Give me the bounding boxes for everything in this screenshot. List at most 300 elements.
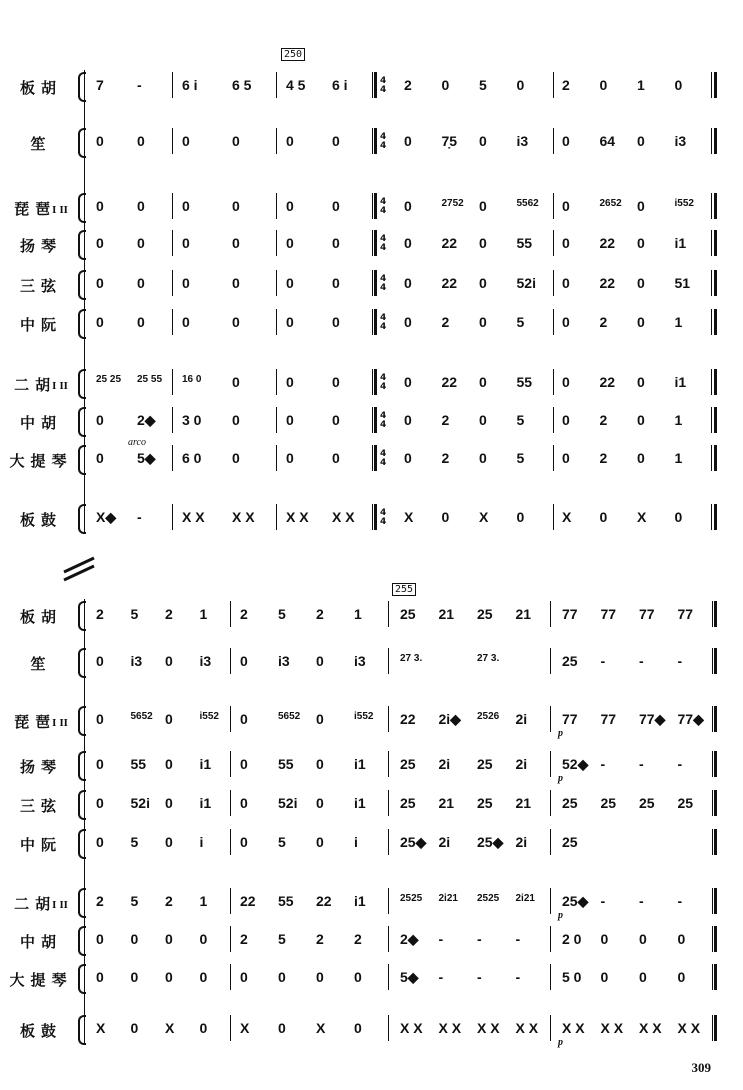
note-cell: 0 — [637, 133, 645, 149]
note-cell: - — [600, 893, 606, 909]
note-cell: 0 — [232, 374, 240, 390]
barline — [230, 829, 231, 855]
note-cell: 55 — [516, 374, 533, 390]
barline — [372, 193, 373, 219]
note-cell: 77 — [562, 711, 578, 727]
repeat-barline — [374, 407, 377, 433]
score-system-2 — [0, 575, 743, 1075]
note-cell: 1 — [674, 314, 683, 330]
note-cell: 0 — [286, 412, 294, 428]
time-signature — [380, 509, 386, 527]
note-cell: X — [240, 1020, 250, 1036]
time-signature-top: 4 — [380, 411, 387, 421]
time-signature-top: 4 — [380, 508, 387, 518]
note-cell: 0 — [286, 374, 294, 390]
instrument-name: 琵琶 — [14, 713, 57, 731]
note-cell: 0 — [479, 314, 487, 330]
time-signature-top: 4 — [380, 197, 387, 207]
end-barline — [714, 751, 717, 777]
note-cell: 0 — [332, 412, 340, 428]
instrument-label — [6, 1020, 76, 1041]
barline — [550, 706, 551, 732]
barline — [172, 504, 173, 530]
note-cell: 2◆ — [137, 412, 156, 428]
repeat-barline — [374, 445, 377, 471]
note-cell: 6 i — [332, 77, 348, 93]
note-cell: 55 — [130, 756, 147, 772]
note-cell: 0 — [404, 374, 412, 390]
note-cell: 2 — [96, 893, 104, 909]
staff-brace — [78, 193, 86, 223]
note-cell: 0 — [96, 653, 104, 669]
note-cell: 0 — [404, 412, 412, 428]
note-cell: 0 — [96, 834, 104, 850]
note-cell: 0 — [316, 756, 324, 772]
barline — [230, 601, 231, 627]
time-signature-bottom: 4 — [380, 382, 387, 392]
barline — [711, 128, 712, 154]
note-cell: 0 — [130, 1020, 139, 1036]
barline — [712, 1015, 713, 1041]
note-cell: 0 — [137, 275, 145, 291]
rehearsal-mark: 250 — [281, 48, 305, 61]
note-cell: 25 — [477, 795, 493, 811]
note-cell: i3 — [516, 133, 529, 149]
note-cell: 0 — [199, 969, 208, 985]
barline — [172, 72, 173, 98]
barline — [276, 230, 277, 256]
note-cell: 0 — [600, 931, 609, 947]
staff-brace — [78, 706, 86, 736]
barline — [172, 407, 173, 433]
note-cell: 7̣5 — [441, 133, 458, 149]
note-cell: 52◆ — [562, 756, 589, 772]
instrument-label — [6, 509, 76, 530]
dynamic-marking: p — [558, 773, 563, 784]
note-cell: 21 — [438, 606, 455, 622]
time-signature-bottom: 4 — [380, 243, 387, 253]
end-barline — [714, 601, 717, 627]
note-cell: 25 — [400, 606, 416, 622]
end-barline — [714, 230, 717, 256]
note-cell: 0 — [182, 275, 190, 291]
note-cell: 5652 — [278, 711, 301, 722]
note-cell: 0 — [165, 795, 173, 811]
note-cell: 0 — [240, 795, 248, 811]
note-cell: 25 25 — [96, 374, 122, 385]
note-cell: X X — [600, 1020, 624, 1036]
note-cell: 0 — [637, 374, 645, 390]
barline — [230, 751, 231, 777]
time-signature — [380, 198, 386, 216]
note-cell: 2i◆ — [438, 711, 461, 727]
instrument-label — [6, 653, 76, 674]
repeat-barline — [374, 504, 377, 530]
note-cell: 1 — [354, 606, 362, 622]
note-cell: 25 — [477, 756, 493, 772]
note-cell: 0 — [637, 314, 645, 330]
barline — [388, 706, 389, 732]
note-cell: 2752 — [441, 198, 464, 209]
note-cell: 0 — [316, 834, 324, 850]
note-cell: 5 — [130, 606, 139, 622]
end-barline — [714, 1015, 717, 1041]
barline — [550, 888, 551, 914]
note-cell: i3 — [199, 653, 212, 669]
note-cell: 0 — [479, 412, 487, 428]
staff-brace — [78, 407, 86, 437]
note-cell: i1 — [674, 374, 687, 390]
note-cell: - — [677, 893, 683, 909]
note-cell: 2526 — [477, 711, 500, 722]
note-cell: - — [639, 893, 644, 909]
note-cell: 0 — [332, 314, 340, 330]
note-cell: 5652 — [130, 711, 153, 722]
instrument-label — [6, 412, 76, 433]
instrument-name: 三弦 — [19, 277, 62, 295]
note-cell: 0 — [479, 133, 487, 149]
note-cell: i552 — [674, 198, 694, 209]
staff-brace — [78, 829, 86, 859]
instrument-label — [6, 235, 76, 256]
note-cell: - — [137, 77, 142, 93]
note-cell: 5 — [516, 450, 525, 466]
note-cell: 5 — [516, 412, 525, 428]
note-cell: 0 — [637, 450, 645, 466]
note-cell: - — [639, 653, 644, 669]
staff-brace — [78, 270, 86, 300]
time-signature-top: 4 — [380, 234, 387, 244]
note-cell: X — [316, 1020, 326, 1036]
note-cell: 0 — [137, 314, 145, 330]
note-cell: 5◆ — [400, 969, 419, 985]
note-cell: 5 0 — [562, 969, 582, 985]
note-cell: - — [477, 931, 482, 947]
note-cell: X X — [477, 1020, 500, 1036]
time-signature-top: 4 — [380, 274, 387, 284]
note-cell: 2 — [599, 450, 608, 466]
note-cell: i3 — [354, 653, 366, 669]
note-cell: i552 — [199, 711, 219, 722]
repeat-barline — [374, 270, 377, 296]
note-cell: X X — [332, 509, 355, 525]
note-cell: 77 — [600, 606, 617, 622]
note-cell: i1 — [354, 893, 366, 909]
note-cell: 0 — [562, 314, 570, 330]
note-cell: 0 — [286, 235, 294, 251]
barline — [372, 128, 373, 154]
barline — [712, 790, 713, 816]
barline — [711, 72, 712, 98]
note-cell: 5 — [516, 314, 525, 330]
note-cell: 0 — [677, 931, 686, 947]
note-cell: 0 — [130, 969, 139, 985]
note-cell: 0 — [96, 133, 104, 149]
instrument-name: 大提琴 — [9, 971, 73, 989]
barline — [712, 964, 713, 990]
instrument-label — [6, 275, 76, 296]
note-cell: 0 — [96, 931, 104, 947]
instrument-label — [6, 795, 76, 816]
instrument-name: 大提琴 — [9, 452, 73, 470]
barline — [711, 193, 712, 219]
note-cell: 2◆ — [400, 931, 419, 947]
note-cell: 0 — [562, 374, 570, 390]
note-cell: 0 — [599, 509, 608, 525]
note-cell: 0 — [182, 198, 190, 214]
note-cell: 52i — [130, 795, 150, 811]
note-cell: 0 — [96, 795, 104, 811]
note-cell: - — [137, 509, 142, 525]
note-cell: 25 — [562, 795, 578, 811]
note-cell: 0 — [96, 711, 104, 727]
note-cell: 0 — [232, 235, 240, 251]
barline — [276, 309, 277, 335]
time-signature-bottom: 4 — [380, 206, 387, 216]
barline — [276, 445, 277, 471]
note-cell: 2652 — [599, 198, 622, 209]
note-cell: 22 — [240, 893, 256, 909]
page-number: 309 — [691, 1060, 711, 1075]
note-cell: 2 — [441, 450, 450, 466]
note-cell: - — [438, 969, 444, 985]
note-cell: 2i — [438, 834, 451, 850]
barline — [711, 309, 712, 335]
end-barline — [714, 309, 717, 335]
note-cell: 0 — [165, 756, 173, 772]
note-cell: X — [165, 1020, 175, 1036]
staff-brace — [78, 369, 86, 399]
note-cell: 25 — [562, 834, 578, 850]
barline — [276, 369, 277, 395]
note-cell: 2 — [316, 606, 324, 622]
barline — [711, 407, 712, 433]
barline — [553, 270, 554, 296]
instrument-label — [6, 893, 76, 914]
note-cell: 0 — [562, 275, 570, 291]
note-cell: 0 — [332, 133, 340, 149]
note-cell: 2 — [562, 77, 570, 93]
note-cell: 5 — [278, 834, 286, 850]
note-cell: i1 — [199, 756, 212, 772]
note-cell: X X — [232, 509, 255, 525]
instrument-label — [6, 606, 76, 627]
note-cell: 0 — [286, 314, 294, 330]
barline — [712, 648, 713, 674]
staff-brace — [78, 128, 86, 158]
note-cell: 77◆ — [677, 711, 704, 727]
note-cell: 0 — [232, 314, 240, 330]
note-cell: 0 — [479, 374, 487, 390]
note-cell: 55 — [278, 756, 294, 772]
note-cell: 0 — [96, 275, 104, 291]
end-barline — [714, 888, 717, 914]
barline — [230, 1015, 231, 1041]
instrument-name: 板鼓 — [19, 511, 62, 529]
instrument-label — [6, 133, 76, 154]
note-cell: 2 0 — [562, 931, 582, 947]
note-cell: 5◆ — [137, 450, 156, 466]
note-cell: i3 — [278, 653, 290, 669]
barline — [372, 369, 373, 395]
barline — [712, 926, 713, 952]
barline — [553, 72, 554, 98]
end-barline — [714, 648, 717, 674]
barline — [550, 790, 551, 816]
note-cell: 0 — [404, 198, 412, 214]
barline — [550, 1015, 551, 1041]
note-cell: 25◆ — [400, 834, 427, 850]
barline — [550, 829, 551, 855]
barline — [550, 964, 551, 990]
note-cell: 0 — [240, 653, 248, 669]
note-cell: 0 — [316, 969, 324, 985]
barline — [172, 369, 173, 395]
note-cell: 0 — [286, 198, 294, 214]
time-signature-bottom: 4 — [380, 85, 387, 95]
note-cell: 2i — [438, 756, 451, 772]
staff-brace — [78, 926, 86, 956]
note-cell: 2 — [599, 314, 608, 330]
staff-brace — [78, 72, 86, 102]
note-cell: 0 — [182, 235, 190, 251]
note-cell: 0 — [240, 711, 248, 727]
note-cell: X X — [515, 1020, 539, 1036]
note-cell: 21 — [515, 795, 532, 811]
note-cell: 0 — [332, 450, 340, 466]
note-cell: 21 — [515, 606, 532, 622]
note-cell: 0 — [130, 931, 139, 947]
end-barline — [714, 407, 717, 433]
note-cell: 0 — [332, 275, 340, 291]
note-cell: 25 55 — [137, 374, 163, 385]
instrument-name: 中胡 — [19, 933, 62, 951]
note-cell: 0 — [182, 314, 190, 330]
time-signature — [380, 77, 386, 95]
note-cell: 2 — [441, 412, 450, 428]
division-marker: I II — [52, 206, 68, 216]
note-cell: 0 — [240, 969, 248, 985]
time-signature — [380, 314, 386, 332]
note-cell: 2i21 — [515, 893, 535, 904]
barline — [388, 829, 389, 855]
instrument-name: 扬琴 — [19, 237, 62, 255]
note-cell: 0 — [332, 374, 340, 390]
barline — [372, 309, 373, 335]
barline — [230, 926, 231, 952]
dynamic-marking: p — [558, 910, 563, 921]
end-barline — [714, 926, 717, 952]
instrument-name: 中胡 — [19, 414, 62, 432]
note-cell: 0 — [278, 1020, 286, 1036]
note-cell: 0 — [165, 931, 173, 947]
note-cell: 2 — [354, 931, 362, 947]
note-cell: 25 — [677, 795, 694, 811]
note-cell: 0 — [286, 133, 294, 149]
time-signature-top: 4 — [380, 132, 387, 142]
instrument-name: 板鼓 — [19, 1022, 62, 1040]
note-cell: 1 — [199, 606, 208, 622]
barline — [172, 230, 173, 256]
note-cell: 22 — [400, 711, 416, 727]
note-cell: X X — [562, 1020, 585, 1036]
barline — [172, 270, 173, 296]
time-signature — [380, 412, 386, 430]
note-cell: 0 — [232, 133, 240, 149]
barline — [388, 751, 389, 777]
note-cell: 22 — [599, 374, 616, 390]
note-cell: i1 — [354, 756, 366, 772]
barline — [372, 445, 373, 471]
time-signature-bottom: 4 — [380, 420, 387, 430]
note-cell: 0 — [232, 198, 240, 214]
note-cell: 52i — [516, 275, 536, 291]
note-cell: 0 — [182, 133, 190, 149]
note-cell: 2 — [316, 931, 324, 947]
note-cell: 1 — [199, 893, 208, 909]
note-cell: 5 — [130, 893, 139, 909]
note-cell: 0 — [479, 275, 487, 291]
barline — [553, 309, 554, 335]
time-signature-bottom: 4 — [380, 322, 387, 332]
note-cell: 0 — [96, 969, 104, 985]
barline — [388, 1015, 389, 1041]
time-signature — [380, 275, 386, 293]
note-cell: 25 — [477, 606, 493, 622]
barline — [372, 230, 373, 256]
note-cell: 0 — [404, 314, 412, 330]
barline — [372, 407, 373, 433]
barline — [276, 128, 277, 154]
repeat-barline — [374, 369, 377, 395]
end-barline — [714, 369, 717, 395]
barline — [276, 72, 277, 98]
barline — [230, 888, 231, 914]
time-signature-bottom: 4 — [380, 517, 387, 527]
staff-brace — [78, 445, 86, 475]
barline — [172, 445, 173, 471]
note-cell: 0 — [96, 756, 104, 772]
barline — [276, 504, 277, 530]
barline — [388, 964, 389, 990]
note-cell: 22 — [441, 235, 458, 251]
note-cell: 2 — [240, 606, 248, 622]
note-cell: 22 — [316, 893, 332, 909]
end-barline — [714, 706, 717, 732]
note-cell: 0 — [332, 235, 340, 251]
staff-brace — [78, 309, 86, 339]
note-cell: 0 — [286, 450, 294, 466]
note-cell: 77 — [600, 711, 617, 727]
note-cell: 2 — [404, 77, 412, 93]
note-cell: 0 — [165, 969, 173, 985]
note-cell: - — [677, 653, 683, 669]
note-cell: 0 — [599, 77, 608, 93]
note-cell: 0 — [562, 235, 570, 251]
instrument-name: 板胡 — [19, 79, 62, 97]
note-cell: 0 — [96, 450, 104, 466]
note-cell: 64 — [599, 133, 616, 149]
barline — [372, 504, 373, 530]
note-cell: 2i — [515, 834, 528, 850]
note-cell: 2i21 — [438, 893, 458, 904]
barline — [553, 407, 554, 433]
instrument-name: 琵琶 — [14, 200, 57, 218]
note-cell: 5 — [130, 834, 139, 850]
note-cell: 0 — [674, 77, 683, 93]
barline — [388, 648, 389, 674]
repeat-barline — [374, 193, 377, 219]
